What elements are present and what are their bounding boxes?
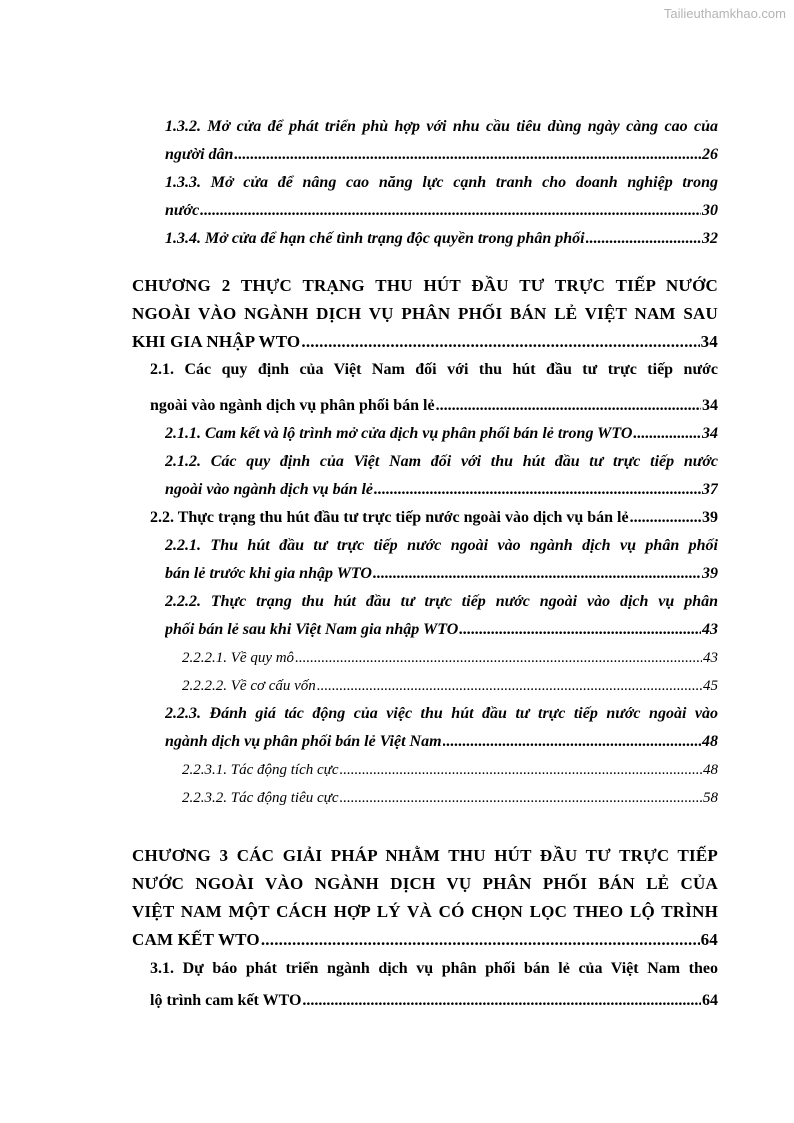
dot-leader [301,328,699,356]
page-number: 48 [703,762,718,778]
dot-leader [295,644,702,672]
toc-entry-last-line [165,420,718,448]
toc-entry-2-1[interactable] [150,356,718,420]
page-number: 43 [702,621,718,638]
toc-entry-2-2-3[interactable] [165,700,718,756]
dot-leader [261,926,700,954]
toc-entry-last-line [182,644,718,672]
toc-entry-2-2-1[interactable] [165,532,718,588]
toc-chapter-2[interactable] [132,272,718,356]
toc-entry-line: 2.1.1. Cam kết và lộ trình mở cửa dịch vụ phân phối bán lẻ trong WTO [165,425,633,442]
toc-entry-3-1[interactable] [150,955,718,1015]
toc-entry-last-line [150,987,718,1015]
toc-entry-line: NGOÀI VÀO NGÀNH DỊCH VỤ PHÂN PHỐI BÁN LẺ VIỆT NAM SAU [132,304,718,323]
toc-entry-1-3-2[interactable] [165,113,718,169]
toc-entry-line: 2.1. Các quy định của Việt Nam đối với thu hút đầu tư trực tiếp nước [150,361,718,378]
dot-leader [459,616,701,644]
toc-entry-line: VIỆT NAM MỘT CÁCH HỢP LÝ VÀ CÓ CHỌN LỌC THEO LỘ TRÌNH [132,902,718,921]
toc-entry-last-line [165,616,718,644]
toc-entry-1-3-4[interactable] [165,225,718,253]
toc-entry-line: CHƯƠNG 2 THỰC TRẠNG THU HÚT ĐẦU TƯ TRỰC TIẾP NƯỚC [132,276,718,295]
toc-entry-line: 2.2.2. Thực trạng thu hút đầu tư trực tiếp nước ngoài vào dịch vụ phân [165,593,718,610]
dot-leader [373,560,701,588]
toc-entry-line: 2.1.2. Các quy định của Việt Nam đối với thu hút đầu tư trực tiếp nước [165,453,718,470]
toc-entry-line: ngành dịch vụ phân phối bán lẻ Việt Nam [165,733,442,750]
dot-leader [234,141,701,169]
page-number: 43 [703,650,718,666]
toc-entry-line: bán lẻ trước khi gia nhập WTO [165,565,372,582]
toc-entry-line: 1.3.3. Mở cửa để nâng cao năng lực cạnh tranh cho doanh nghiệp trong [165,174,718,191]
page-number: 32 [702,230,718,247]
dot-leader [317,672,702,700]
page-number: 45 [703,678,718,694]
page-number: 34 [700,332,718,351]
toc-entry-line: 2.2.3.2. Tác động tiêu cực [182,790,339,806]
toc-entry-2-2-2-2[interactable] [182,672,718,700]
dot-leader [586,225,701,253]
watermark: Tailieuthamkhao.com [663,6,786,21]
toc-entry-line: 2.2.2.1. Về quy mô [182,650,295,666]
toc-entry-last-line [165,225,718,253]
page-number: 64 [702,992,718,1009]
toc-entry-2-2-2-1[interactable] [182,644,718,672]
toc-entry-last-line [165,141,718,169]
toc-entry-2-2-3-1[interactable] [182,756,718,784]
toc-entry-line: nước [165,202,200,219]
toc-entry-line: CAM KẾT WTO [132,930,260,949]
toc-entry-2-2[interactable] [150,504,718,532]
toc-entry-line: ngoài vào ngành dịch vụ bán lẻ [165,481,374,498]
toc-entry-last-line [165,728,718,756]
page-number: 39 [702,509,718,526]
toc-entry-line: 2.2.1. Thu hút đầu tư trực tiếp nước ngoài vào ngành dịch vụ phân phối [165,537,718,554]
toc-entry-line: phối bán lẻ sau khi Việt Nam gia nhập WTO [165,621,459,638]
toc-entry-last-line [165,476,718,504]
toc-entry-line: người dân [165,146,234,163]
page-number: 30 [702,202,718,219]
toc-entry-line: 1.3.2. Mở cửa để phát triển phù hợp với nhu cầu tiêu dùng ngày càng cao của [165,118,718,135]
toc-entry-last-line [182,756,718,784]
dot-leader [443,728,701,756]
dot-leader [340,756,703,784]
page-number: 64 [700,930,718,949]
page-number: 39 [702,565,718,582]
toc-entry-last-line [150,392,718,420]
toc-entry-1-3-3[interactable] [165,169,718,225]
toc-entry-line: 2.2.3.1. Tác động tích cực [182,762,339,778]
dot-leader [340,784,703,812]
page-number: 26 [702,146,718,163]
toc-entry-last-line [182,672,718,700]
toc-entry-line: KHI GIA NHẬP WTO [132,332,301,351]
toc-entry-line: lộ trình cam kết WTO [150,992,302,1009]
dot-leader [374,476,701,504]
toc-entry-line: CHƯƠNG 3 CÁC GIẢI PHÁP NHẰM THU HÚT ĐẦU TƯ TRỰC TIẾP [132,846,718,865]
toc-entry-line: NƯỚC NGOÀI VÀO NGÀNH DỊCH VỤ PHÂN PHỐI BÁN LẺ CỦA [132,874,718,893]
toc-entry-2-1-1[interactable] [165,420,718,448]
page-number: 34 [702,425,718,442]
toc-entry-line: 3.1. Dự báo phát triển ngành dịch vụ phân phối bán lẻ của Việt Nam theo [150,960,718,977]
toc-entry-2-2-2[interactable] [165,588,718,644]
toc-entry-last-line [165,197,718,225]
dot-leader [436,392,701,420]
toc-entry-last-line [150,504,718,532]
toc-chapter-3[interactable] [132,842,718,954]
page-number: 48 [702,733,718,750]
page-number: 58 [703,790,718,806]
toc-entry-last-line [165,560,718,588]
toc-entry-last-line [182,784,718,812]
toc-entry-line: 2.2.3. Đánh giá tác động của việc thu hút đầu tư trực tiếp nước ngoài vào [165,705,718,722]
toc-entry-last-line [132,926,718,954]
toc-entry-line: 2.2. Thực trạng thu hút đầu tư trực tiếp nước ngoài vào dịch vụ bán lẻ [150,509,629,526]
dot-leader [200,197,701,225]
toc-entry-2-1-2[interactable] [165,448,718,504]
toc-entry-line: 2.2.2.2. Về cơ cấu vốn [182,678,316,694]
toc-entry-last-line [132,328,718,356]
page-number: 37 [702,481,718,498]
toc-entry-line: ngoài vào ngành dịch vụ phân phối bán lẻ [150,397,435,414]
toc-entry-line: 1.3.4. Mở cửa để hạn chế tình trạng độc quyền trong phân phối [165,230,585,247]
dot-leader [633,420,701,448]
toc-entry-2-2-3-2[interactable] [182,784,718,812]
dot-leader [302,987,701,1015]
page-number: 34 [702,397,718,414]
dot-leader [630,504,701,532]
